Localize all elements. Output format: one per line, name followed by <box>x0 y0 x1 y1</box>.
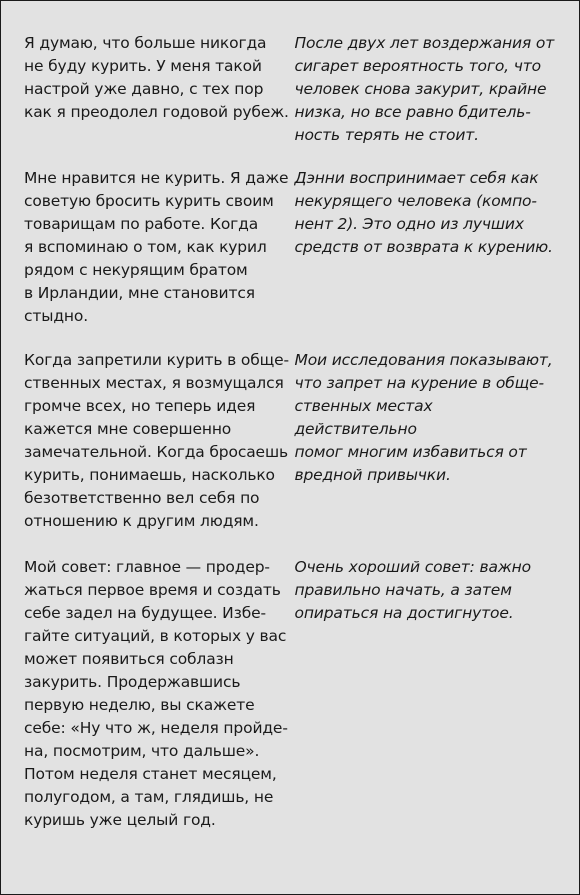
commentary-text: Дэнни воспринимает себя как некурящего человека (компо- нент 2). Это одно из лучших средств от возврата к курению. <box>294 169 553 256</box>
commentary-text: Мои исследования показывают, что запрет на курение в обще- ственных местах действительно помог многим избавиться от вредной привычки. <box>294 351 553 484</box>
quote-text: Мой совет: главное — продер- жаться первое время и создать себе задел на будущее. Избе- гайте ситуаций, в которых у вас может появиться соблазн закурить. Продержавшись первую неделю, вы скажете себе: «Ну что ж, неделя пройде- на, посмотрим, что дальше». Потом неделя станет месяцем, полугодом, а там, глядишь, не куришь уже целый год. <box>24 558 288 829</box>
entry-row <box>24 556 558 832</box>
quote-text: Когда запретили курить в обще- ственных местах, я возмущался громче всех, но теперь идея кажется мне совершенно замечательной. Когда бросаешь курить, понимаешь, насколько безответственно вел себя по отношению к другим людям. <box>24 351 289 530</box>
quote-text: Мне нравится не курить. Я даже советую бросить курить своим товарищам по работе. Когда я вспоминаю о том, как курил рядом с некурящим братом в Ирландии, мне становится стыдно. <box>24 169 289 325</box>
commentary-text: Очень хороший совет: важно правильно начать, а затем опираться на достигнутое. <box>294 558 531 622</box>
commentary-text: После двух лет воздержания от сигарет вероятность того, что человек снова закурит, крайне низка, но все равно бдитель- ность терять не стоит. <box>294 34 555 144</box>
entry-row <box>24 349 558 533</box>
entry-row <box>24 167 558 328</box>
entry-row <box>24 32 558 147</box>
quote-text: Я думаю, что больше никогда не буду курить. У меня такой настрой уже давно, с тех пор как я преодолел годовой рубеж. <box>24 34 289 121</box>
